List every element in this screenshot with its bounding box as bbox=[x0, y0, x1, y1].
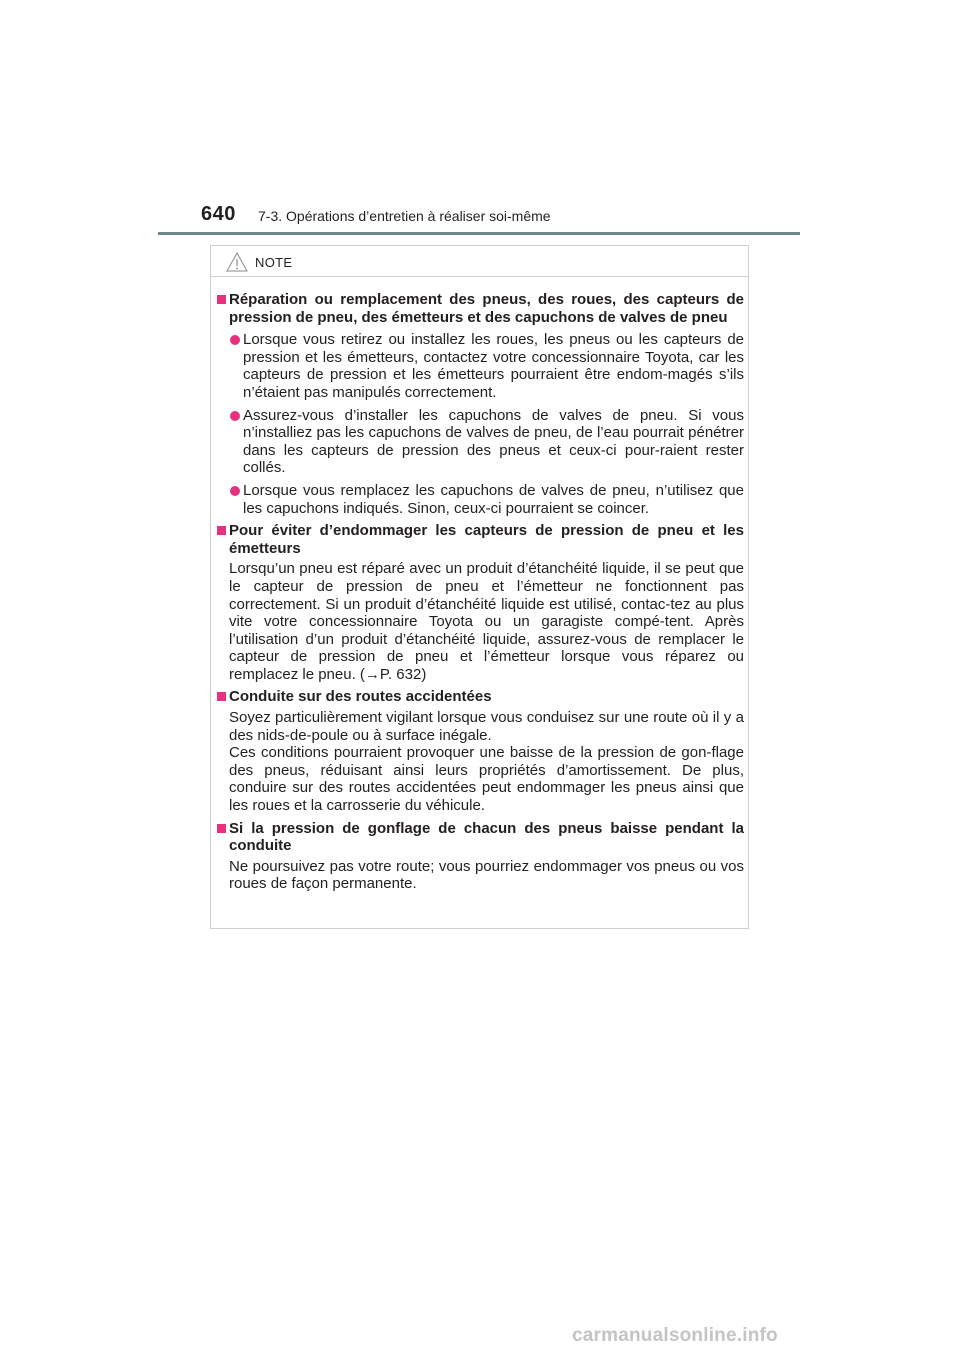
header-rule bbox=[158, 232, 800, 235]
section-heading: Conduite sur des routes accidentées bbox=[229, 688, 492, 706]
round-bullet-icon bbox=[230, 411, 240, 421]
bullet-item bbox=[229, 407, 744, 477]
warning-triangle-icon bbox=[226, 252, 248, 272]
note-section-pressure-drop bbox=[217, 820, 744, 893]
section-text: Ces conditions pourraient provoquer une baisse de la pression de gon-flage des pneus, réduisant ainsi leurs propriétés d’amortissement. De plus, conduire sur des routes accidentées peut endommager les pneus ainsi que les roues et la carrosserie du véhicule. bbox=[229, 744, 744, 815]
note-box bbox=[210, 245, 749, 929]
note-section-rough-roads bbox=[217, 688, 744, 814]
note-label: NOTE bbox=[255, 255, 293, 270]
section-text: Lorsqu’un pneu est réparé avec un produit d’étanchéité liquide, il se peut que le capteur de pression de pneu et l’émetteur ne fonctionnent pas correctement. Si un produit d’étanchéité liquide est utilisé, contac-tez au plus vite votre concessionnaire Toyota ou un garagiste compé-tent. Après l’utilisation d’un produit d’étanchéité liquide, assurez-vous de remplacer le capteur de pression de pneu et l’émetteur lorsque vous réparez ou remplacez le pneu. (→P. 632) bbox=[229, 560, 744, 683]
section-text: Ne poursuivez pas votre route; vous pourriez endommager vos pneus ou vos roues de façon permanente. bbox=[229, 857, 744, 893]
page-number: 640 bbox=[201, 203, 236, 225]
note-header bbox=[211, 246, 748, 277]
square-bullet-icon bbox=[217, 526, 226, 535]
section-heading: Pour éviter d’endommager les capteurs de pression de pneu et les émetteurs bbox=[229, 522, 744, 557]
section-heading: Réparation ou remplacement des pneus, des roues, des capteurs de pression de pneu, des émetteurs et des capuchons de valves de pneu bbox=[229, 291, 744, 326]
note-section-tire-replacement bbox=[217, 291, 744, 517]
section-text: Soyez particulièrement vigilant lorsque vous conduisez sur une route où il y a des nids-de-poule ou à surface inégale. bbox=[229, 709, 744, 744]
bullet-item bbox=[229, 482, 744, 517]
bullet-text: Lorsque vous remplacez les capuchons de valves de pneu, n’utilisez que les capuchons indiqués. Sinon, ceux-ci pourraient se coincer. bbox=[243, 481, 744, 517]
square-bullet-icon bbox=[217, 824, 226, 833]
bullet-text: Assurez-vous d’installer les capuchons de valves de pneu. Si vous n’installiez pas les capuchons de valves de pneu, de l’eau pourrait pénétrer dans les capteurs de pression des pneus et ceux-ci pour-raient rester collés. bbox=[243, 406, 744, 477]
section-title: 7-3. Opérations d’entretien à réaliser soi-même bbox=[258, 208, 551, 224]
round-bullet-icon bbox=[230, 335, 240, 345]
round-bullet-icon bbox=[230, 486, 240, 496]
note-section-sensor-damage bbox=[217, 522, 744, 683]
section-heading: Si la pression de gonflage de chacun des pneus baisse pendant la conduite bbox=[229, 819, 744, 855]
square-bullet-icon bbox=[217, 692, 226, 701]
bullet-text: Lorsque vous retirez ou installez les roues, les pneus ou les capteurs de pression et les émetteurs, contactez votre concessionnaire Toyota, car les capteurs de pression et les émetteurs pourraient être endom-magés s’ils n’étaient pas manipulés correctement. bbox=[243, 331, 744, 401]
watermark: carmanualsonline.info bbox=[572, 1325, 778, 1346]
note-body bbox=[217, 291, 744, 898]
square-bullet-icon bbox=[217, 295, 226, 304]
bullet-item bbox=[229, 331, 744, 401]
